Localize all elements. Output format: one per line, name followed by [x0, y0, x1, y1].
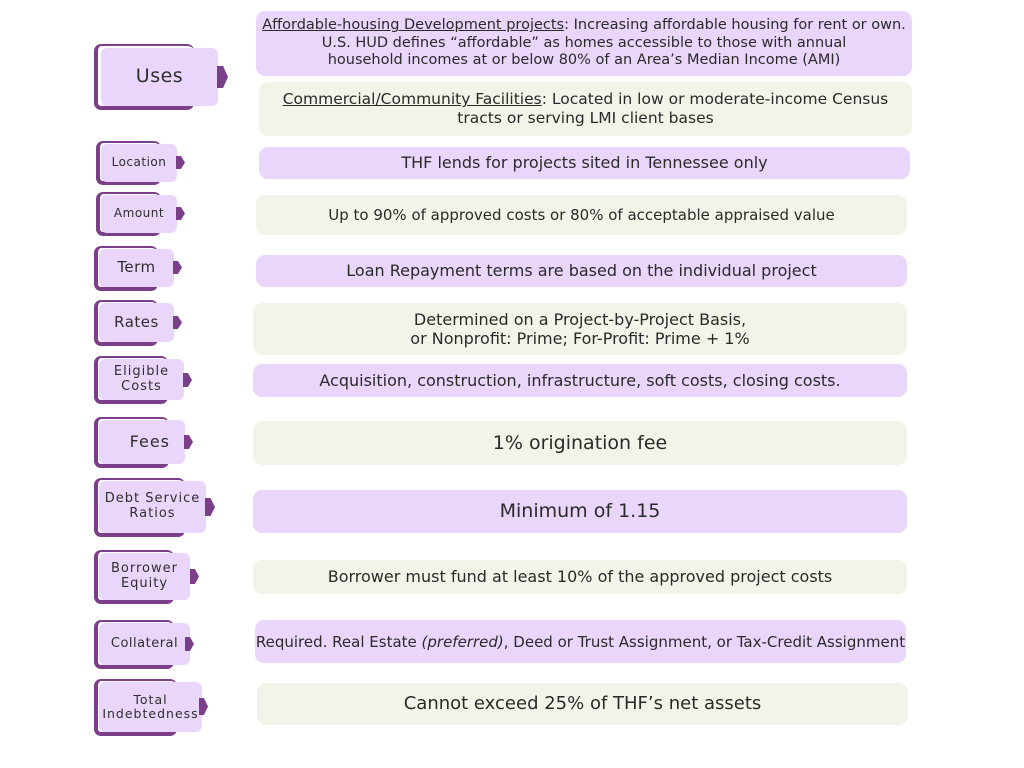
collateral-label [99, 623, 190, 665]
location-box [259, 147, 910, 179]
equity-text: Borrower must fund at least 10% of the approved project costs [327, 567, 833, 587]
collateral-text-2: , Deed or Trust Assignment, or Tax-Credit Assignment [503, 632, 906, 651]
fees-text: 1% origination fee [492, 431, 668, 454]
uses-housing-line-2: U.S. HUD defines “affordable” as homes accessible to those with annual [321, 34, 847, 51]
amount-box [256, 195, 907, 235]
indebtedness-arrow-icon [199, 698, 208, 715]
term-label-text: Term [117, 258, 156, 277]
collateral-arrow-icon [185, 637, 194, 651]
dsr-arrow-icon [205, 498, 215, 516]
location-text: THF lends for projects sited in Tennessee only [401, 153, 768, 173]
uses-arrow-icon [217, 66, 228, 88]
location-arrow-icon [176, 156, 185, 169]
equity-box [253, 560, 907, 594]
uses-commercial-title: Commercial/Community Facilities [282, 90, 542, 109]
collateral-text-italic: (preferred) [421, 632, 504, 651]
rates-line-1: Determined on a Project-by-Project Basis, [413, 309, 747, 329]
uses-housing-line-3: household incomes at or below 80% of an Area’s Median Income (AMI) [327, 52, 841, 69]
fees-box [253, 421, 907, 465]
uses-label [101, 48, 218, 106]
dsr-label-line-2: Ratios [129, 506, 176, 521]
dsr-label [99, 481, 206, 533]
collateral-box [255, 620, 906, 663]
dsr-label-line-1: Debt Service [104, 491, 201, 507]
eligible-costs-box [253, 364, 907, 397]
uses-housing-text-1: : Increasing affordable housing for rent or own. [564, 17, 906, 34]
term-text: Loan Repayment terms are based on the individual project [346, 261, 817, 281]
fees-arrow-icon [184, 435, 193, 449]
dsr-text: Minimum of 1.15 [499, 500, 661, 523]
dsr-box [253, 490, 907, 533]
fees-label [99, 420, 185, 464]
uses-label-text: Uses [135, 65, 184, 88]
fees-label-text: Fees [129, 431, 170, 451]
indebtedness-label-line-1: Total [133, 691, 168, 707]
rates-label [99, 303, 174, 342]
location-label [101, 144, 177, 182]
uses-commercial-line-1 [283, 90, 889, 109]
rates-arrow-icon [173, 316, 182, 329]
indebtedness-label [99, 682, 202, 732]
uses-housing-title: Affordable-housing Development projects [262, 17, 565, 34]
eligible-costs-arrow-icon [183, 373, 192, 387]
equity-label-line-1: Borrower [111, 560, 178, 576]
eligible-costs-label [99, 359, 184, 400]
location-label-text: Location [111, 155, 167, 170]
equity-label [99, 553, 190, 600]
term-box [256, 255, 907, 287]
term-label [99, 249, 174, 287]
rates-label-text: Rates [114, 312, 159, 331]
uses-commercial-text-1: : Located in low or moderate-income Census [541, 90, 889, 109]
indebtedness-box [257, 683, 908, 725]
rates-line-2: or Nonprofit: Prime; For-Profit: Prime + 1% [410, 329, 750, 348]
amount-label [101, 195, 177, 233]
collateral-text-1: Required. Real Estate [255, 632, 422, 651]
indebtedness-text: Cannot exceed 25% of THF’s net assets [403, 693, 762, 715]
eligible-costs-text: Acquisition, construction, infrastructure, soft costs, closing costs. [319, 370, 841, 390]
indebtedness-label-line-2: Indebtedness [102, 706, 199, 721]
uses-housing-box [256, 11, 912, 76]
equity-arrow-icon [190, 569, 199, 584]
rates-box [253, 303, 907, 355]
term-arrow-icon [173, 261, 182, 274]
amount-text: Up to 90% of approved costs or 80% of acceptable appraised value [328, 206, 835, 224]
collateral-line [256, 633, 905, 651]
eligible-costs-label-line-2: Costs [121, 378, 162, 394]
uses-housing-line-1 [262, 17, 906, 34]
amount-arrow-icon [176, 207, 185, 220]
uses-commercial-line-2: tracts or serving LMI client bases [457, 109, 714, 127]
equity-label-line-2: Equity [120, 575, 169, 591]
uses-commercial-box [259, 82, 912, 136]
eligible-costs-label-line-1: Eligible [113, 363, 170, 379]
collateral-label-text: Collateral [110, 635, 179, 651]
amount-label-text: Amount [113, 206, 165, 221]
